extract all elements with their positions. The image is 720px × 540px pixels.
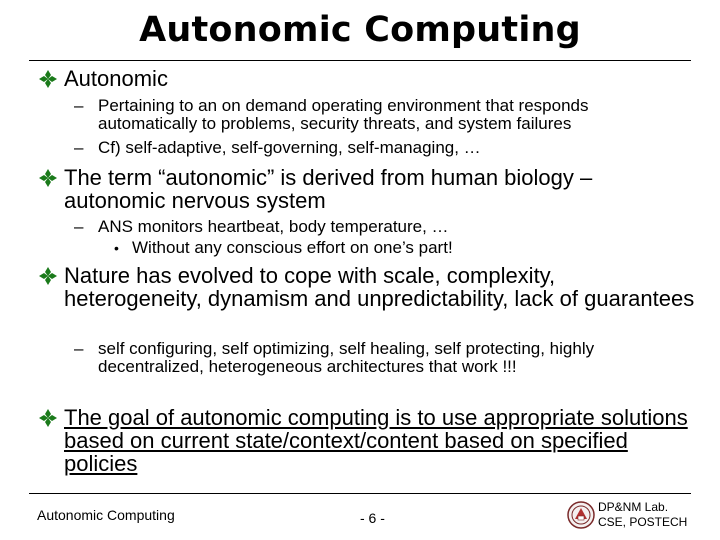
diamond-bullet-icon [39,70,57,88]
lab-affiliation [598,500,687,530]
bullet-text: The term “autonomic” is derived from human biology – autonomic nervous system [64,165,593,213]
lab-department: CSE, POSTECH [598,515,688,529]
sub-bullet-text: Pertaining to an on demand operating environment that responds automatically to problems, security threats, and system failures [98,96,589,133]
bullet-autonomic [39,67,699,90]
dash-marker: – [74,339,84,358]
diamond-bullet-icon [39,409,57,427]
bullet-nature [39,264,699,310]
sub-bullet-text: ANS monitors heartbeat, body temperature, … [98,217,449,236]
diamond-bullet-icon [39,169,57,187]
dash-marker: – [74,138,84,157]
sub-bullet [74,139,689,157]
sub-bullet-text: self configuring, self optimizing, self healing, self protecting, highly decentralized, heterogeneous architectures that work !!! [98,339,595,376]
sub-sub-bullet-text: Without any conscious effort on one’s part! [132,238,453,257]
bullet-text: The goal of autonomic computing is to use appropriate solutions based on current state/context/content based on specified policies [64,405,688,476]
footer-divider [29,493,691,494]
slide-title: Autonomic Computing [139,10,581,50]
dash-marker: – [74,96,84,115]
bullet-text: Nature has evolved to cope with scale, complexity, heterogeneity, dynamism and unpredictability, lack of guarantees [64,263,695,311]
title-divider [29,60,691,61]
diamond-bullet-icon [39,267,57,285]
lab-name: DP&NM Lab. [598,500,669,514]
dot-marker: • [114,240,119,256]
bullet-term-autonomic [39,166,699,212]
sub-sub-bullet [114,239,674,257]
sub-bullet [74,340,689,376]
sub-bullet [74,97,689,133]
bullet-text: Autonomic [64,66,168,91]
bullet-goal [39,406,699,475]
sub-bullet [74,218,689,236]
university-seal-icon [567,501,595,529]
footer-course-title: Autonomic Computing [37,507,175,523]
page-number: - 6 - [360,510,385,526]
dash-marker: – [74,217,84,236]
sub-bullet-text: Cf) self-adaptive, self-governing, self-managing, … [98,138,481,157]
